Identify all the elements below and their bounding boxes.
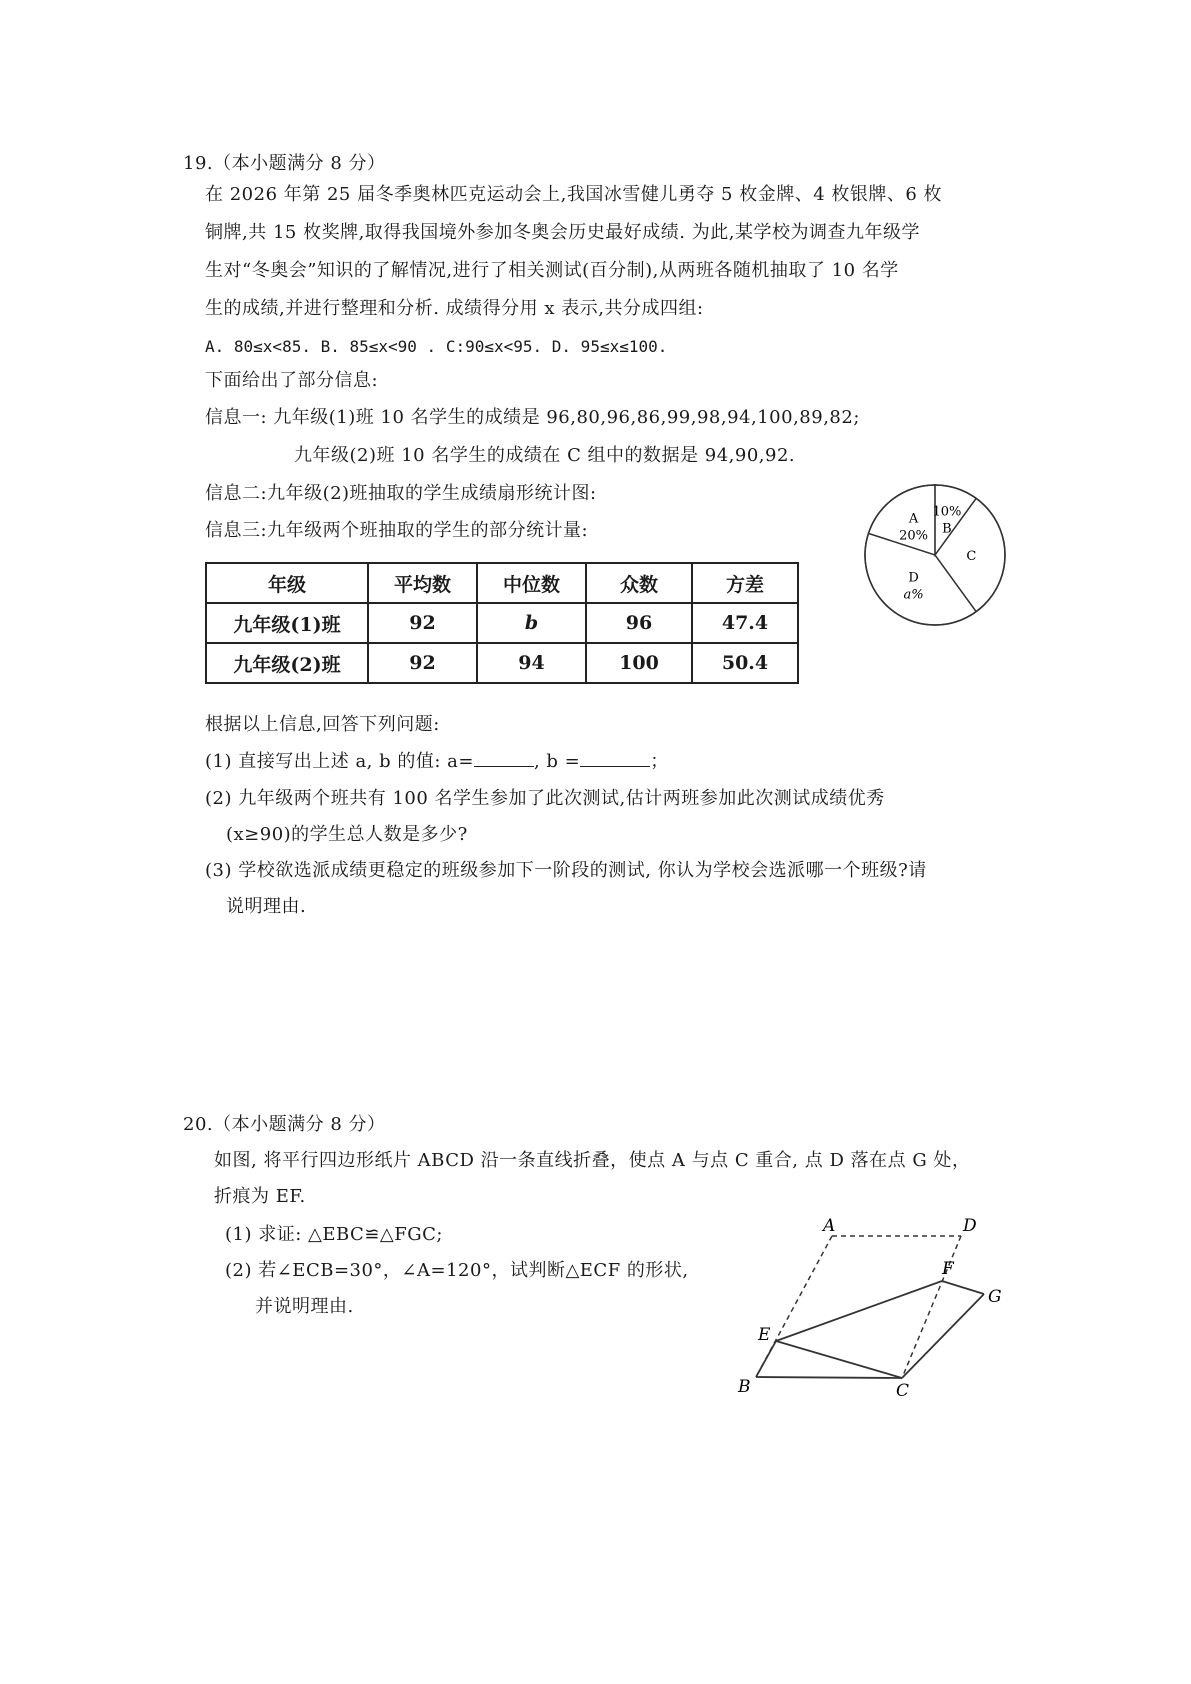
q19-groups: A. 80≤x<85. B. 85≤x<90 . C:90≤x<95. D. 95≤x≤100. xyxy=(205,337,668,356)
segment-dc xyxy=(902,1236,961,1378)
table-header-cell: 中位数 xyxy=(477,563,586,603)
q20-subquestion-2-line-2: 并说明理由. xyxy=(255,1296,354,1317)
q20-heading: 20.（本小题满分 8 分） xyxy=(183,1114,386,1135)
pie-label-d: D xyxy=(908,570,919,586)
table-header-row xyxy=(206,563,798,603)
q20-paragraph-line-2: 折痕为 EF. xyxy=(214,1186,306,1207)
q19-info2: 信息二:九年级(2)班抽取的学生成绩扇形统计图: xyxy=(205,483,597,504)
table-cell: 92 xyxy=(368,603,477,643)
q19-subquestion-3-line-2: 说明理由. xyxy=(226,896,307,917)
table-cell: 47.4 xyxy=(692,603,798,643)
point-label-d: D xyxy=(963,1216,977,1236)
q19-info1-line-2: 九年级(2)班 10 名学生的成绩在 C 组中的数据是 94,90,92. xyxy=(294,445,796,466)
table-cell: 92 xyxy=(368,643,477,683)
table-cell: 96 xyxy=(586,603,692,643)
point-label-f: F xyxy=(942,1259,954,1279)
point-label-a: A xyxy=(823,1216,836,1236)
segment-bc xyxy=(756,1377,902,1378)
pie-label-c: C xyxy=(966,549,977,564)
q19-info1-line-1: 信息一: 九年级(1)班 10 名学生的成绩是 96,80,96,86,99,98,94,100,89,82; xyxy=(205,407,860,428)
q19-subquestion-2-line-1: (2) 九年级两个班共有 100 名学生参加了此次测试,估计两班参加此次测试成绩优秀 xyxy=(205,788,885,809)
stats-table xyxy=(205,562,799,684)
segment-gc xyxy=(902,1294,984,1378)
table-cell: 九年级(1)班 xyxy=(206,603,368,643)
q19-ask: 根据以上信息,回答下列问题: xyxy=(205,714,440,735)
point-label-c: C xyxy=(896,1381,910,1400)
answer-blank-b[interactable] xyxy=(580,748,650,767)
table-header-cell: 方差 xyxy=(692,563,798,603)
q19-subquestion-3-line-1: (3) 学校欲选派成绩更稳定的班级参加下一阶段的测试, 你认为学校会选派哪一个班级?请 xyxy=(205,860,927,881)
table-header-cell: 平均数 xyxy=(368,563,477,603)
q19-s1-text-a: (1) 直接写出上述 a, b 的值: a= xyxy=(205,751,474,772)
pie-value-label-a: 20% xyxy=(899,528,929,544)
segment-fg xyxy=(942,1281,984,1294)
table-cell: 100 xyxy=(586,643,692,683)
parallelogram-figure xyxy=(720,1210,1020,1400)
segment-be xyxy=(756,1341,776,1377)
q19-intro: 下面给出了部分信息: xyxy=(205,370,379,391)
q19-subquestion-1 xyxy=(205,748,669,775)
q19-paragraph-line-4: 生的成绩,并进行整理和分析. 成绩得分用 x 表示,共分成四组: xyxy=(205,298,704,319)
pie-label-b: B xyxy=(942,521,952,537)
point-label-g: G xyxy=(988,1287,1002,1307)
segment-ec xyxy=(776,1341,902,1378)
q20-subquestion-2-line-1: (2) 若∠ECB=30°，∠A=120°，试判断△ECF 的形状, xyxy=(225,1260,689,1281)
q19-paragraph-line-2: 铜牌,共 15 枚奖牌,取得我国境外参加冬奥会历史最好成绩. 为此,某学校为调查九年级学 xyxy=(205,222,920,243)
q19-heading: 19.（本小题满分 8 分） xyxy=(183,153,386,174)
table-cell: 94 xyxy=(477,643,586,683)
answer-blank-a[interactable] xyxy=(474,748,534,767)
table-row xyxy=(206,643,798,683)
q19-s1-text-c: ； xyxy=(650,751,669,772)
pie-label-a: A xyxy=(908,511,919,527)
q19-paragraph-line-1: 在 2026 年第 25 届冬季奥林匹克运动会上,我国冰雪健儿勇夺 5 枚金牌、4 枚银牌、6 枚 xyxy=(205,184,943,205)
pie-value-label-b: 10% xyxy=(932,504,962,520)
table-cell: b xyxy=(477,603,586,643)
pie-value-label-d: a% xyxy=(903,587,924,603)
table-cell: 九年级(2)班 xyxy=(206,643,368,683)
q20-paragraph-line-1: 如图, 将平行四边形纸片 ABCD 沿一条直线折叠，使点 A 与点 C 重合, 点 D 落在点 G 处， xyxy=(214,1150,971,1171)
pie-chart xyxy=(860,480,1010,630)
segment-ef xyxy=(776,1281,942,1341)
q19-s1-text-b: , b = xyxy=(533,751,581,772)
q19-subquestion-2-line-2: (x≥90)的学生总人数是多少? xyxy=(226,824,468,845)
q19-paragraph-line-3: 生对“冬奥会”知识的了解情况,进行了相关测试(百分制),从两班各随机抽取了 10 名学 xyxy=(205,260,899,281)
table-header-cell: 年级 xyxy=(206,563,368,603)
point-label-b: B xyxy=(738,1377,751,1397)
point-label-e: E xyxy=(758,1325,771,1345)
table-row xyxy=(206,603,798,643)
q20-subquestion-1: (1) 求证: △EBC≌△FGC; xyxy=(225,1224,443,1245)
table-header-cell: 众数 xyxy=(586,563,692,603)
table-cell: 50.4 xyxy=(692,643,798,683)
q19-info3: 信息三:九年级两个班抽取的学生的部分统计量: xyxy=(205,520,589,541)
